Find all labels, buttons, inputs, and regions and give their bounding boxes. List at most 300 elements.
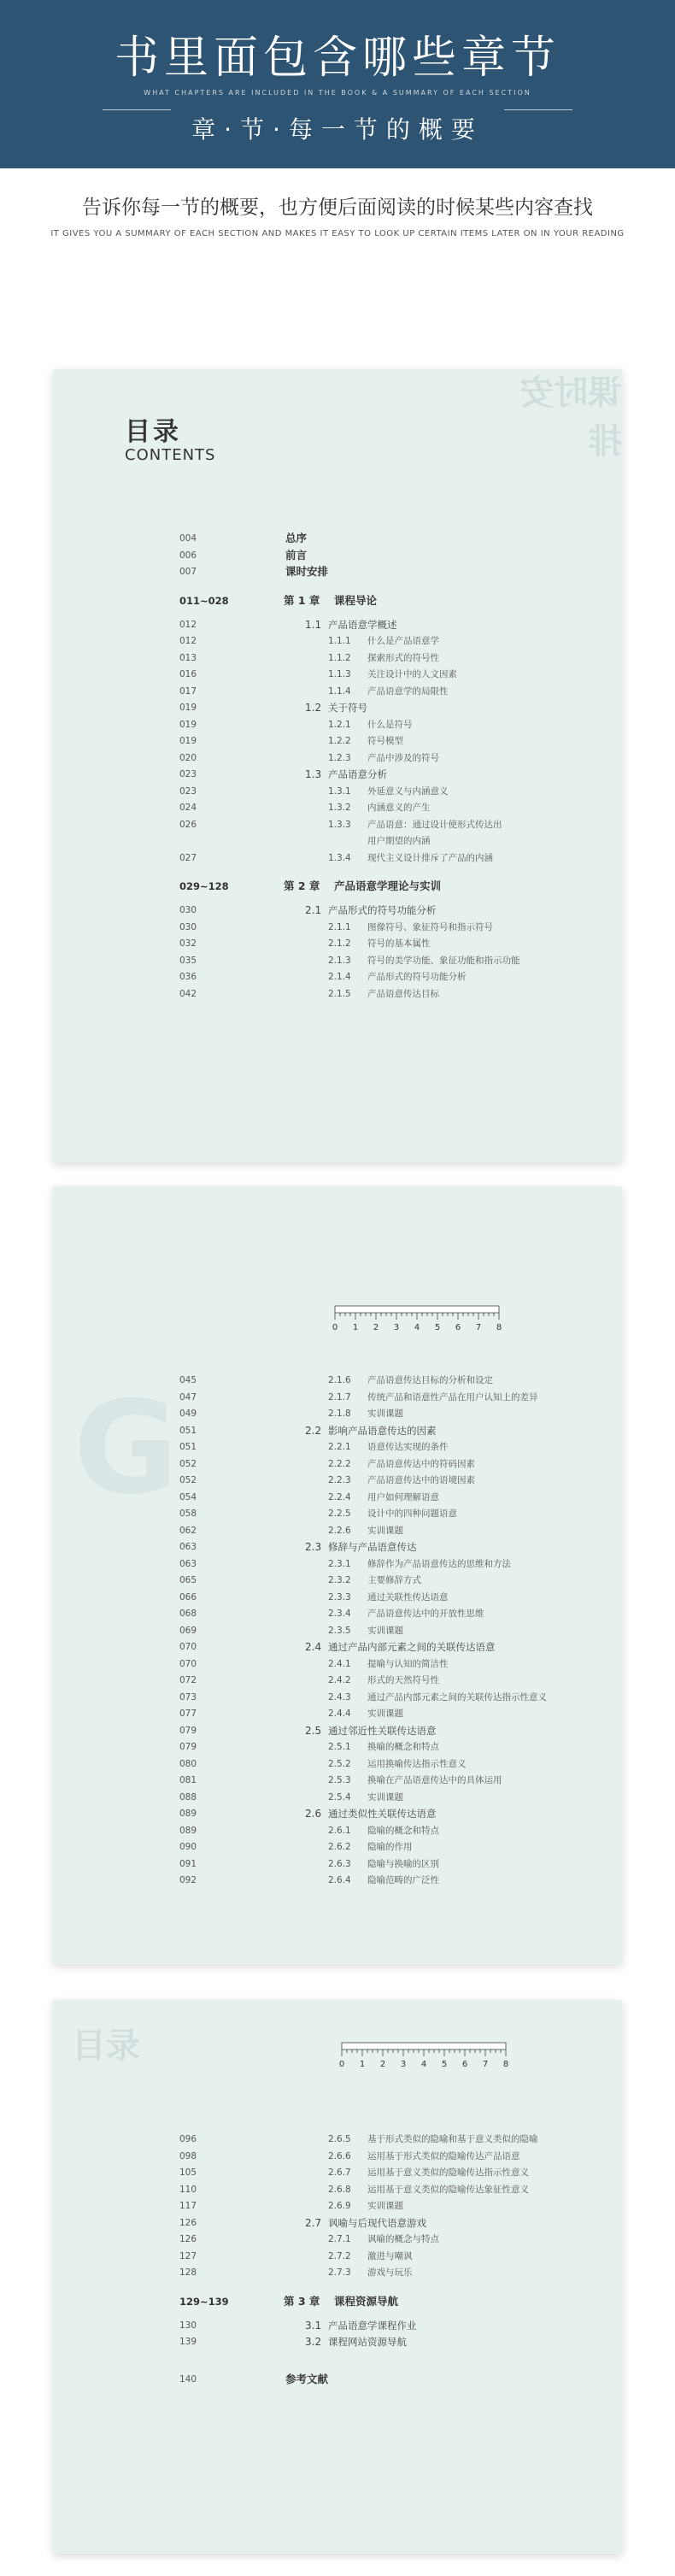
subsection-title: 什么是符号 bbox=[367, 719, 413, 730]
subsection-number: 1.3.3 bbox=[328, 819, 351, 830]
subsection-number: 2.3.1 bbox=[328, 1558, 351, 1569]
subsection-number: 2.2.4 bbox=[328, 1491, 351, 1503]
page-number: 006 bbox=[179, 550, 197, 561]
banner-divider-right bbox=[504, 109, 572, 110]
subsection-number: 2.1.6 bbox=[328, 1375, 351, 1385]
page-number: 110 bbox=[179, 2184, 197, 2195]
subsection-title: 隐喻的作用 bbox=[367, 1842, 413, 1852]
subsection-title: 实训课题 bbox=[367, 2201, 403, 2211]
ruler-label: 7 bbox=[482, 2060, 489, 2069]
toc-entry-row bbox=[53, 716, 622, 733]
subsection-number: 2.6.8 bbox=[328, 2184, 351, 2195]
subsection-number: 2.5.1 bbox=[328, 1742, 351, 1752]
page-number: 126 bbox=[179, 2217, 197, 2228]
toc-entry-row bbox=[53, 832, 622, 850]
toc-entry-row bbox=[53, 563, 622, 580]
subsection-number: 2.6.3 bbox=[328, 1858, 351, 1869]
subsection-title: 用户如何理解语意 bbox=[367, 1491, 439, 1503]
toc-subtitle: CONTENTS bbox=[125, 446, 216, 464]
subsection-number: 2.5.4 bbox=[328, 1791, 351, 1803]
ruler-label: 6 bbox=[455, 1323, 461, 1332]
section-title: 修辞与产品语意传达 bbox=[328, 1541, 417, 1553]
page-number: 047 bbox=[179, 1391, 197, 1403]
page-number: 079 bbox=[179, 1725, 197, 1736]
page-number: 051 bbox=[179, 1442, 197, 1452]
toc-chapter-row bbox=[53, 592, 622, 609]
entry-title: 课时安排 bbox=[285, 565, 329, 578]
subsection-number: 2.1.5 bbox=[328, 988, 351, 999]
subsection-title: 实训课题 bbox=[367, 1525, 403, 1536]
subsection-title-continued: 用户期望的内涵 bbox=[367, 836, 431, 846]
subsection-title: 修辞作为产品语意传达的思维和方法 bbox=[367, 1558, 511, 1569]
section-number: 2.7 bbox=[305, 2216, 322, 2229]
subsection-title: 运用基于形式类似的隐喻传达产品语意 bbox=[367, 2150, 520, 2161]
page-number: 054 bbox=[179, 1491, 197, 1503]
ruler-label: 0 bbox=[338, 2060, 345, 2069]
section-title: 产品语意学课程作业 bbox=[328, 2319, 417, 2332]
toc-entry-row bbox=[53, 1738, 622, 1756]
toc-entry-row bbox=[53, 1472, 622, 1489]
subsection-title: 运用换喻传达指示性意义 bbox=[367, 1758, 467, 1769]
subsection-number: 1.3.2 bbox=[328, 803, 351, 813]
page-number: 069 bbox=[179, 1625, 197, 1636]
toc-entry-row bbox=[53, 2148, 622, 2165]
header-banner bbox=[0, 0, 675, 168]
bleed-through-decoration: 目录 bbox=[72, 2026, 140, 2066]
page-range: 129~139 bbox=[179, 2295, 229, 2308]
page-number: 127 bbox=[179, 2250, 197, 2261]
subsection-title: 基于形式类似的隐喻和基于意义类似的隐喻 bbox=[367, 2134, 538, 2144]
section-number: 2.5 bbox=[305, 1724, 322, 1737]
toc-title: 目录 bbox=[125, 417, 181, 447]
ruler-label: 4 bbox=[420, 2060, 427, 2069]
section-number: 2.1 bbox=[305, 904, 322, 916]
section-number: 2.3 bbox=[305, 1541, 322, 1553]
page-number: 130 bbox=[179, 2320, 197, 2331]
page-number: 128 bbox=[179, 2267, 197, 2278]
subsection-number: 2.1.1 bbox=[328, 921, 351, 932]
subsection-number: 2.2.5 bbox=[328, 1509, 351, 1519]
entry-title: 前言 bbox=[285, 548, 308, 562]
subsection-number: 2.6.6 bbox=[328, 2150, 351, 2161]
page-number: 023 bbox=[179, 785, 197, 797]
page-number: 070 bbox=[179, 1658, 197, 1669]
page-number: 081 bbox=[179, 1775, 197, 1785]
subsection-title: 主要修辞方式 bbox=[367, 1575, 421, 1585]
bleed-through-decoration: G bbox=[73, 1374, 179, 1523]
page-number: 088 bbox=[179, 1791, 197, 1803]
toc-entry-row bbox=[53, 1822, 622, 1839]
toc-entry-row bbox=[53, 732, 622, 750]
page-range: 011~028 bbox=[179, 594, 229, 607]
toc-entry-row bbox=[53, 935, 622, 952]
subsection-title: 传统产品和语意性产品在用户认知上的差异 bbox=[367, 1391, 538, 1403]
toc-entry-row bbox=[53, 2333, 622, 2350]
toc-entry-row bbox=[53, 968, 622, 985]
page-number: 020 bbox=[179, 752, 197, 763]
subsection-number: 2.2.3 bbox=[328, 1475, 351, 1485]
section-number: 2.6 bbox=[305, 1808, 322, 1820]
toc-entry-row bbox=[53, 683, 622, 700]
toc-entry-row bbox=[53, 1405, 622, 1422]
page-number: 019 bbox=[179, 736, 197, 746]
toc-entry-row bbox=[53, 1572, 622, 1589]
page-number: 068 bbox=[179, 1609, 197, 1619]
ruler-label: 2 bbox=[379, 2060, 386, 2069]
toc-entry-row bbox=[53, 850, 622, 867]
subsection-title: 什么是产品语意学 bbox=[367, 636, 439, 646]
subsection-number: 1.1.2 bbox=[328, 652, 351, 663]
section-title: 通过产品内部元素之间的关联传达语意 bbox=[328, 1641, 496, 1653]
toc-entry-row bbox=[53, 1438, 622, 1456]
toc-entry-row bbox=[53, 1805, 622, 1822]
toc-entry-row bbox=[53, 547, 622, 564]
ruler-graphic bbox=[53, 2000, 622, 2069]
subsection-number: 2.7.1 bbox=[328, 2234, 351, 2244]
toc-entry-row bbox=[53, 1505, 622, 1522]
toc-entry-row bbox=[53, 799, 622, 816]
page-number: 052 bbox=[179, 1475, 197, 1485]
toc-entry-row bbox=[53, 1689, 622, 1706]
page-number: 140 bbox=[179, 2373, 197, 2385]
ruler-label: 7 bbox=[475, 1323, 482, 1332]
ruler-bar bbox=[335, 1306, 499, 1313]
subsection-title: 产品语意：通过设计使形式传达出 bbox=[367, 819, 502, 830]
ruler-label: 1 bbox=[352, 1323, 359, 1332]
subsection-number: 2.6.4 bbox=[328, 1875, 351, 1885]
toc-entry-row bbox=[53, 1772, 622, 1789]
page-number: 077 bbox=[179, 1709, 197, 1719]
subsection-title: 换喻的概念和特点 bbox=[367, 1742, 439, 1752]
toc-entry-row bbox=[53, 2317, 622, 2334]
toc-entry-row bbox=[53, 666, 622, 683]
subsection-title: 关注设计中的人文因素 bbox=[367, 669, 457, 679]
entry-title: 总序 bbox=[285, 532, 308, 544]
subsection-number: 2.6.1 bbox=[328, 1825, 351, 1836]
page-number: 096 bbox=[179, 2134, 197, 2144]
subsection-number: 2.4.2 bbox=[328, 1675, 351, 1685]
ruler-label: 4 bbox=[414, 1323, 420, 1332]
ruler-label: 3 bbox=[393, 1323, 400, 1332]
page-number: 063 bbox=[179, 1542, 197, 1552]
toc-entry-row bbox=[53, 902, 622, 919]
subsection-number: 2.4.1 bbox=[328, 1658, 351, 1669]
ruler-label: 1 bbox=[359, 2060, 366, 2069]
page-number: 105 bbox=[179, 2167, 197, 2178]
page-number: 017 bbox=[179, 685, 197, 697]
subsection-number: 1.3.4 bbox=[328, 852, 351, 863]
entry-title: 参考文献 bbox=[285, 2372, 329, 2385]
toc-entry-row bbox=[53, 650, 622, 667]
page-number: 036 bbox=[179, 972, 197, 982]
subsection-title: 产品语意传达目标 bbox=[367, 988, 439, 999]
banner-subtitle-en: WHAT CHAPTERS ARE INCLUDED IN THE BOOK & A SUMMARY OF EACH SECTION bbox=[144, 89, 531, 97]
subsection-number: 2.3.3 bbox=[328, 1591, 351, 1603]
banner-subtitle-cn: 章·节·每一节的概要 bbox=[191, 115, 484, 144]
toc-chapter-row bbox=[53, 878, 622, 895]
toc-entry-row bbox=[53, 919, 622, 936]
subsection-title: 图像符号、象征符号和指示符号 bbox=[367, 921, 493, 932]
chapter-title: 课程资源导航 bbox=[334, 2294, 399, 2308]
subsection-number: 2.7.2 bbox=[328, 2250, 351, 2261]
subsection-number: 2.1.2 bbox=[328, 938, 351, 949]
intro-text-cn: 告诉你每一节的概要，也方便后面阅读的时候某些内容查找 bbox=[82, 197, 593, 219]
toc-entry-row bbox=[53, 1672, 622, 1689]
subsection-title: 产品语意传达目标的分析和设定 bbox=[367, 1375, 493, 1385]
ruler-label: 0 bbox=[332, 1323, 338, 1332]
page-number: 072 bbox=[179, 1675, 197, 1685]
toc-page-2 bbox=[53, 1186, 622, 1964]
page-number: 023 bbox=[179, 769, 197, 779]
subsection-title: 运用基于意义类似的隐喻传达象征性意义 bbox=[367, 2184, 529, 2195]
section-title: 关于符号 bbox=[328, 702, 367, 714]
toc-entry-row bbox=[53, 766, 622, 783]
subsection-title: 实训课题 bbox=[367, 1791, 403, 1803]
toc-entry-row bbox=[53, 530, 622, 547]
page-number: 049 bbox=[179, 1409, 197, 1419]
section-number: 1.2 bbox=[305, 702, 322, 714]
section-title: 影响产品语意传达的因素 bbox=[328, 1424, 437, 1437]
page-number: 012 bbox=[179, 619, 197, 630]
chapter-number: 第 1 章 bbox=[284, 593, 320, 607]
subsection-number: 2.3.5 bbox=[328, 1625, 351, 1636]
page-number: 027 bbox=[179, 852, 197, 863]
subsection-number: 2.6.7 bbox=[328, 2167, 351, 2178]
banner-divider-left bbox=[103, 109, 171, 110]
subsection-title: 通过关联性传达语意 bbox=[367, 1591, 449, 1603]
toc-entry-row bbox=[53, 816, 622, 833]
page-number: 016 bbox=[179, 669, 197, 679]
subsection-title: 形式的天然符号性 bbox=[367, 1675, 439, 1685]
toc-entry-row bbox=[53, 1622, 622, 1639]
banner-title: 书里面包含哪些章节 bbox=[114, 32, 561, 84]
ruler-label: 8 bbox=[502, 2060, 509, 2069]
page-number: 139 bbox=[179, 2337, 197, 2347]
subsection-number: 2.1.4 bbox=[328, 972, 351, 982]
subsection-title: 通过产品内部元素之间的关联传达指示性意义 bbox=[367, 1691, 547, 1703]
subsection-number: 2.6.2 bbox=[328, 1842, 351, 1852]
page-number: 004 bbox=[179, 533, 197, 544]
page-number: 030 bbox=[179, 905, 197, 915]
toc-entry-row bbox=[53, 1656, 622, 1673]
subsection-title: 提喻与认知的简洁性 bbox=[367, 1658, 449, 1669]
subsection-number: 1.2.2 bbox=[328, 736, 351, 746]
toc-entry-row bbox=[53, 1522, 622, 1539]
chapter-title: 课程导论 bbox=[334, 593, 378, 607]
toc-entry-row bbox=[53, 1856, 622, 1873]
page-number: 090 bbox=[179, 1842, 197, 1852]
page-number: 013 bbox=[179, 652, 197, 663]
toc-entry-row bbox=[53, 616, 622, 633]
subsection-title: 实训课题 bbox=[367, 1625, 403, 1636]
subsection-title: 语意传达实现的条件 bbox=[367, 1442, 449, 1452]
subsection-number: 2.2.2 bbox=[328, 1458, 351, 1469]
page-number: 098 bbox=[179, 2150, 197, 2161]
subsection-title: 运用基于意义类似的隐喻传达指示性意义 bbox=[367, 2167, 529, 2178]
page-number: 051 bbox=[179, 1425, 197, 1436]
subsection-title: 产品形式的符号功能分析 bbox=[367, 972, 467, 982]
subsection-title: 产品语意学的局限性 bbox=[367, 685, 449, 697]
chapter-number: 第 2 章 bbox=[284, 879, 320, 892]
page-number: 117 bbox=[179, 2201, 197, 2211]
page-number: 052 bbox=[179, 1458, 197, 1469]
subsection-title: 符号模型 bbox=[367, 736, 403, 746]
section-title: 产品语意分析 bbox=[328, 768, 387, 780]
subsection-number: 1.2.3 bbox=[328, 752, 351, 763]
toc-entry-row bbox=[53, 1589, 622, 1606]
toc-entry-row bbox=[53, 1372, 622, 1389]
subsection-number: 2.5.3 bbox=[328, 1775, 351, 1785]
toc-entry-row bbox=[53, 2214, 622, 2232]
subsection-title: 探索形式的符号性 bbox=[367, 652, 439, 663]
page-range: 029~128 bbox=[179, 880, 229, 892]
section-number: 1.3 bbox=[305, 768, 322, 780]
toc-entry-row bbox=[53, 985, 622, 1003]
subsection-title: 隐喻与换喻的区别 bbox=[367, 1858, 439, 1869]
page-number: 007 bbox=[179, 567, 197, 577]
subsection-title: 符号的基本属性 bbox=[367, 938, 431, 949]
toc-entry-row bbox=[53, 1389, 622, 1406]
toc-entry-row bbox=[53, 1789, 622, 1806]
section-title: 通过邻近性关联传达语意 bbox=[328, 1724, 437, 1737]
subsection-title: 实训课题 bbox=[367, 1709, 403, 1719]
subsection-number: 2.2.6 bbox=[328, 1525, 351, 1536]
subsection-number: 1.1.1 bbox=[328, 636, 351, 646]
subsection-number: 1.1.4 bbox=[328, 685, 351, 697]
toc-entry-row bbox=[53, 783, 622, 800]
ruler-label: 6 bbox=[461, 2060, 468, 2069]
toc-entry-row bbox=[53, 632, 622, 650]
ruler-graphic bbox=[53, 1186, 622, 1332]
page-number: 092 bbox=[179, 1875, 197, 1885]
subsection-number: 2.7.3 bbox=[328, 2267, 351, 2278]
toc-entry-row bbox=[53, 1838, 622, 1856]
section-number: 3.2 bbox=[305, 2336, 322, 2348]
section-number: 1.1 bbox=[305, 618, 322, 631]
subsection-number: 2.4.3 bbox=[328, 1691, 351, 1703]
page-number: 026 bbox=[179, 819, 197, 830]
toc-entry-row bbox=[53, 2197, 622, 2214]
subsection-title: 产品语意传达中的开放性思维 bbox=[367, 1609, 484, 1619]
section-number: 3.1 bbox=[305, 2319, 322, 2332]
section-title: 通过类似性关联传达语意 bbox=[328, 1808, 437, 1820]
ruler-label: 5 bbox=[434, 1323, 441, 1332]
subsection-title: 激进与嘲讽 bbox=[367, 2250, 413, 2261]
toc-entry-row bbox=[53, 750, 622, 767]
toc-entry-row bbox=[53, 2248, 622, 2265]
page-number: 035 bbox=[179, 955, 197, 966]
subsection-number: 2.6.9 bbox=[328, 2201, 351, 2211]
section-number: 2.4 bbox=[305, 1641, 322, 1653]
toc-entry-row bbox=[53, 1556, 622, 1573]
toc-page-3 bbox=[53, 2000, 622, 2554]
section-number: 2.2 bbox=[305, 1424, 322, 1437]
page-number: 070 bbox=[179, 1642, 197, 1652]
page-number: 091 bbox=[179, 1858, 197, 1869]
toc-entry-row bbox=[53, 2231, 622, 2248]
page-number: 045 bbox=[179, 1375, 197, 1385]
toc-entry-row bbox=[53, 2181, 622, 2198]
page-number: 089 bbox=[179, 1825, 197, 1836]
page-number: 080 bbox=[179, 1758, 197, 1769]
subsection-title: 产品语意传达中的语境因素 bbox=[367, 1475, 475, 1485]
subsection-number: 2.5.2 bbox=[328, 1758, 351, 1769]
page-number: 032 bbox=[179, 938, 197, 949]
toc-chapter-row bbox=[53, 2293, 622, 2310]
page-number: 089 bbox=[179, 1808, 197, 1819]
toc-entry-row bbox=[53, 2264, 622, 2281]
toc-entry-row bbox=[53, 1456, 622, 1473]
subsection-number: 2.3.2 bbox=[328, 1575, 351, 1585]
toc-entry-row bbox=[53, 2164, 622, 2181]
subsection-number: 2.1.7 bbox=[328, 1391, 351, 1403]
page-number: 066 bbox=[179, 1591, 197, 1603]
section-title: 产品形式的符号功能分析 bbox=[328, 904, 437, 916]
toc-entry-row bbox=[53, 952, 622, 969]
subsection-title: 设计中的四种问题语意 bbox=[367, 1509, 457, 1519]
section-title: 课程网站资源导航 bbox=[328, 2336, 407, 2348]
page-number: 073 bbox=[179, 1691, 197, 1703]
subsection-number: 2.3.4 bbox=[328, 1609, 351, 1619]
subsection-number: 2.2.1 bbox=[328, 1442, 351, 1452]
subsection-title: 换喻在产品语意传达中的具体运用 bbox=[367, 1775, 502, 1785]
ruler-label: 3 bbox=[400, 2060, 407, 2069]
page-number: 126 bbox=[179, 2234, 197, 2244]
toc-entry-row bbox=[53, 1872, 622, 1889]
subsection-title: 产品中涉及的符号 bbox=[367, 752, 439, 763]
toc-entry-row bbox=[53, 1705, 622, 1722]
toc-entry-row bbox=[53, 1605, 622, 1622]
page-number: 019 bbox=[179, 719, 197, 730]
page-number: 042 bbox=[179, 988, 197, 999]
chapter-title: 产品语意学理论与实训 bbox=[334, 879, 442, 892]
page-number: 065 bbox=[179, 1575, 197, 1585]
toc-entry-row bbox=[53, 1422, 622, 1439]
subsection-number: 2.6.5 bbox=[328, 2134, 351, 2144]
subsection-title: 现代主义设计排斥了产品的内涵 bbox=[367, 852, 493, 863]
page-number: 062 bbox=[179, 1525, 197, 1536]
subsection-number: 1.3.1 bbox=[328, 785, 351, 797]
subsection-title: 产品语意传达中的符码因素 bbox=[367, 1458, 475, 1469]
toc-entry-row bbox=[53, 1489, 622, 1506]
page-number: 079 bbox=[179, 1742, 197, 1752]
toc-entry-row bbox=[53, 2371, 622, 2388]
subsection-number: 1.2.1 bbox=[328, 719, 351, 730]
toc-entry-row bbox=[53, 1722, 622, 1739]
bleed-through-decoration: 课时安排 bbox=[519, 373, 622, 462]
subsection-title: 实训课题 bbox=[367, 1409, 403, 1419]
toc-page-1 bbox=[53, 369, 622, 1162]
intro-text-en: IT GIVES YOU A SUMMARY OF EACH SECTION AND MAKES IT EASY TO LOOK UP CERTAIN ITEMS LATER ON IN YOUR READING bbox=[50, 229, 625, 238]
subsection-title: 讽喻的概念与特点 bbox=[367, 2234, 439, 2244]
toc-entry-row bbox=[53, 2131, 622, 2148]
page-number: 012 bbox=[179, 636, 197, 646]
subsection-number: 1.1.3 bbox=[328, 669, 351, 679]
page-number: 030 bbox=[179, 921, 197, 932]
page-number: 058 bbox=[179, 1509, 197, 1519]
page-number: 063 bbox=[179, 1558, 197, 1569]
section-title: 产品语意学概述 bbox=[328, 618, 397, 631]
page-number: 019 bbox=[179, 703, 197, 713]
subsection-title: 外延意义与内涵意义 bbox=[367, 785, 449, 797]
subsection-number: 2.4.4 bbox=[328, 1709, 351, 1719]
subsection-number: 2.1.8 bbox=[328, 1409, 351, 1419]
toc-entry-row bbox=[53, 1638, 622, 1656]
subsection-title: 游戏与玩乐 bbox=[367, 2267, 413, 2278]
ruler-label: 8 bbox=[496, 1323, 502, 1332]
ruler-bar bbox=[342, 2043, 506, 2050]
toc-entry-row bbox=[53, 1538, 622, 1556]
